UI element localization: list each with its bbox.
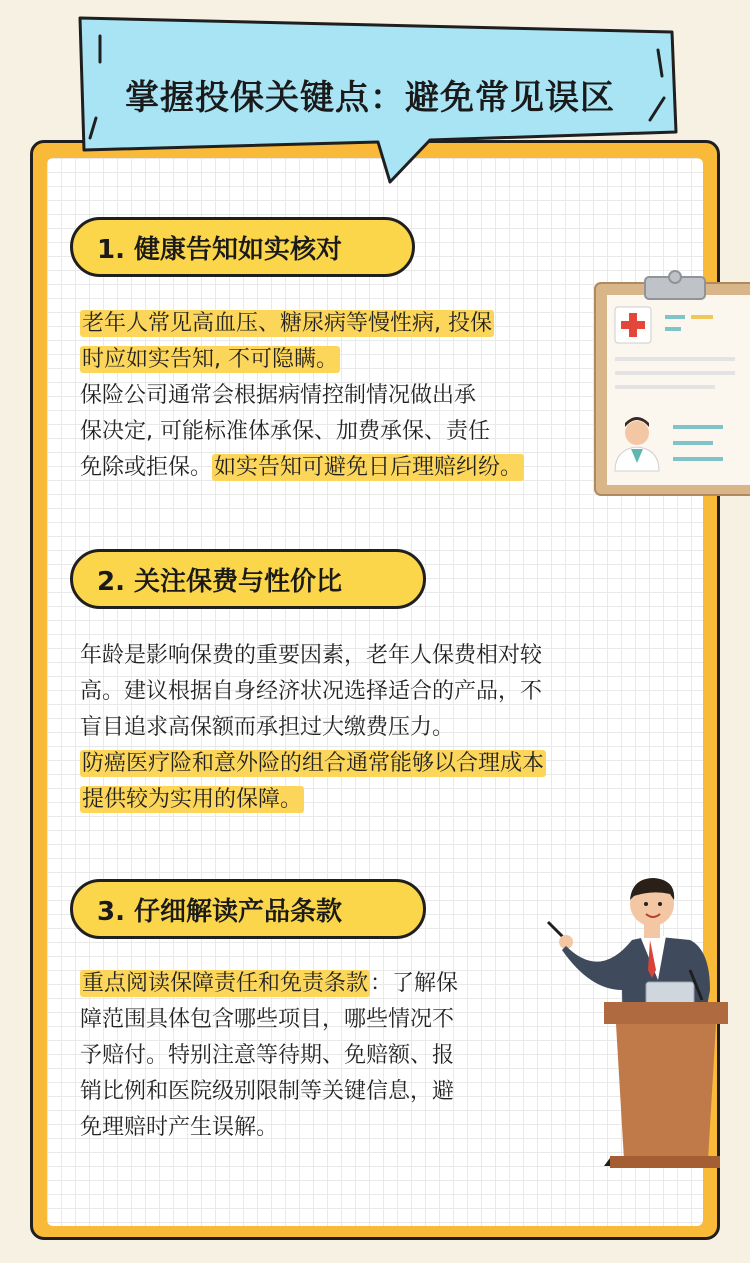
section-1-text [80, 306, 524, 486]
clipboard-icon [585, 265, 750, 515]
highlight: 老年人常见高血压、糖尿病等慢性病, 投保 [82, 311, 492, 336]
paragraph-line: 销比例和医院级别限制等关键信息，避 [80, 1079, 455, 1104]
paragraph-line: 予赔付。特别注意等待期、免赔额、报 [80, 1043, 455, 1068]
section-2-text [80, 638, 546, 818]
paragraph-line: 障范围具体包含哪些项目，哪些情况不 [80, 1007, 455, 1032]
highlight: 时应如实告知, 不可隐瞒。 [82, 347, 338, 372]
highlight: 重点阅读保障责任和免责条款 [82, 971, 369, 996]
section-heading-2: 2. 关注保费与性价比 [70, 549, 426, 609]
speaker-illustration [540, 870, 740, 1175]
paragraph-line: 免理赔时产生误解。 [80, 1115, 279, 1140]
section-heading-3: 3. 仔细解读产品条款 [70, 879, 426, 939]
section-heading-1: 1. 健康告知如实核对 [70, 217, 415, 277]
highlight: 防癌医疗险和意外险的组合通常能够以合理成本 [82, 751, 545, 776]
paragraph-line: 免除或拒保。 [80, 455, 213, 480]
paragraph-line: 保决定, 可能标准体承保、加费承保、责任 [80, 419, 490, 444]
section-3-text [80, 966, 458, 1146]
highlight: 如实告知可避免日后理赔纠纷。 [214, 455, 523, 480]
paragraph-line: 保险公司通常会根据病情控制情况做出承 [80, 383, 477, 408]
highlight: 提供较为实用的保障。 [82, 787, 303, 812]
paragraph-line: 高。建议根据自身经济状况选择适合的产品，不 [80, 679, 543, 704]
paragraph-line: ：了解保 [370, 971, 459, 996]
paragraph-line: 年龄是影响保费的重要因素，老年人保费相对较 [80, 643, 543, 668]
paragraph-line: 盲目追求高保额而承担过大缴费压力。 [80, 715, 455, 740]
page-title: 掌握投保关键点：避免常见误区 [125, 78, 615, 118]
